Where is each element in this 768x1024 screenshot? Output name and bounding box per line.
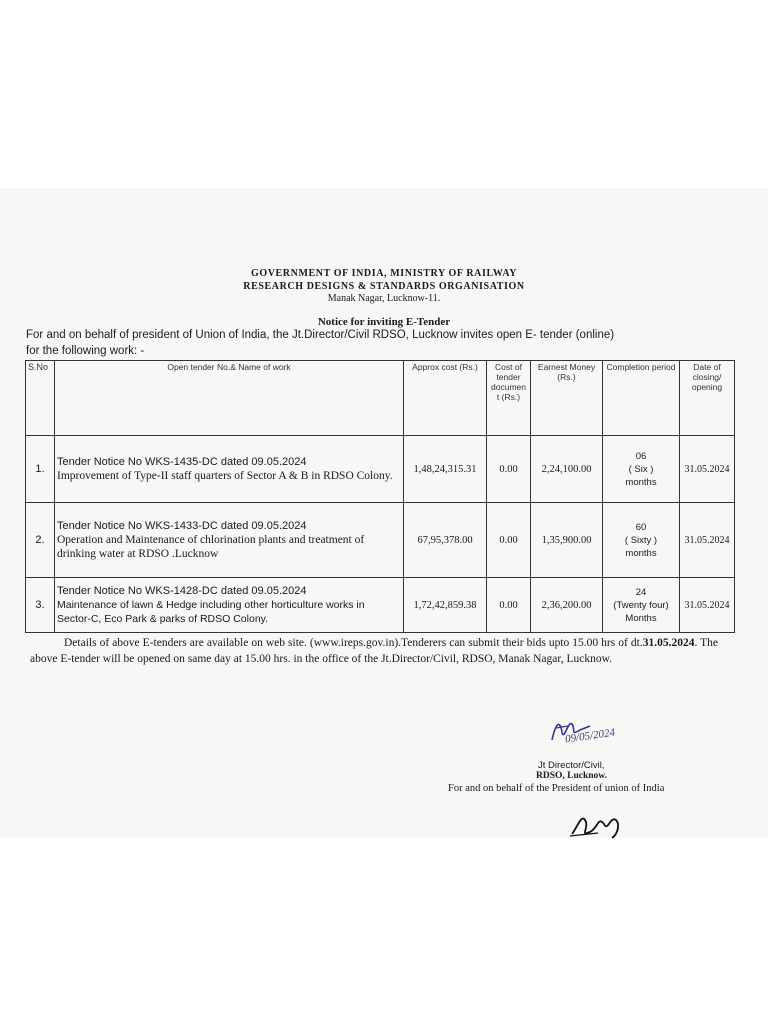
header-address: Manak Nagar, Lucknow-11.	[327, 293, 441, 304]
row-period-number: 06	[635, 450, 647, 462]
row-date: 31.05.2024	[680, 503, 735, 578]
col-header-period: Completion period	[603, 361, 680, 436]
col-header-emd: Earnest Money (Rs.)	[531, 361, 603, 436]
signatory-on-behalf: For and on behalf of the President of union of India	[448, 783, 665, 794]
table-row	[26, 436, 735, 503]
signatory-office: RDSO, Lucknow.	[536, 771, 608, 781]
row-work-name: Improvement of Type-II staff quarters of Sector A & B in RDSO Colony.	[57, 470, 393, 482]
row-tender-no: Tender Notice No WKS-1435-DC dated 09.05.2024	[57, 456, 307, 468]
row-date: 31.05.2024	[680, 436, 735, 503]
signatory-designation: Jt Director/Civil,	[538, 760, 605, 771]
row-sno: 3.	[26, 578, 55, 633]
table-row	[26, 578, 735, 633]
notice-title: Notice for inviting E-Tender	[317, 316, 451, 328]
row-emd: 2,24,100.00	[531, 436, 603, 503]
details-text: Details of above E-tenders are available on web site. (www.ireps.gov.in).Tenderers can submit their bids upto 15.00 hrs of dt.	[64, 637, 643, 649]
row-doc-cost: 0.00	[487, 578, 531, 633]
closing-date: 31.05.2024	[642, 637, 695, 649]
header-organisation: RESEARCH DESIGNS & STANDARDS ORGANISATION	[243, 281, 525, 292]
row-sno: 1.	[26, 436, 55, 503]
row-emd: 2,36,200.00	[531, 578, 603, 633]
table-header-row	[26, 361, 735, 436]
header-ministry: GOVERNMENT OF INDIA, MINISTRY OF RAILWAY	[250, 268, 518, 279]
col-header-date: Date of closing/ opening	[680, 361, 735, 436]
row-date: 31.05.2024	[680, 578, 735, 633]
row-doc-cost: 0.00	[487, 503, 531, 578]
row-cost: 1,72,42,859.38	[404, 578, 487, 633]
row-tender-no: Tender Notice No WKS-1428-DC dated 09.05.2024	[57, 585, 307, 597]
col-header-doc-cost: Cost of tender documen t (Rs.)	[487, 361, 531, 436]
col-header-cost: Approx cost (Rs.)	[404, 361, 487, 436]
col-header-work: Open tender No.& Name of work	[55, 361, 404, 436]
intro-text: For and on behalf of president of Union of India, the Jt.Director/Civil RDSO, Lucknow invites open E- tender (online)	[26, 329, 615, 341]
row-work	[55, 503, 404, 578]
row-tender-no: Tender Notice No WKS-1433-DC dated 09.05.2024	[57, 520, 307, 532]
col-header-sno: S.No	[26, 361, 55, 436]
handwritten-date: 09/05/2024	[564, 726, 616, 746]
row-period-words: ( Six )	[628, 463, 654, 475]
row-period	[603, 436, 680, 503]
intro-text-continued: for the following work: -	[26, 345, 145, 357]
row-period-words: ( Sixty )	[624, 534, 658, 546]
row-sno: 2.	[26, 503, 55, 578]
row-work-name: Operation and Maintenance of chlorination plants and treatment of drinking water at RDSO .Lucknow	[57, 534, 365, 560]
details-text-continued: . The above E-tender will be opened on same day at 15.00 hrs. in the office of the Jt.Director/Civil, RDSO, Manak Nagar, Lucknow.	[30, 637, 719, 665]
details-paragraph	[30, 636, 718, 667]
row-work-name: Maintenance of lawn & Hedge including other horticulture works in Sector-C, Eco Park & parks of RDSO Colony.	[57, 599, 365, 625]
table-row	[26, 503, 735, 578]
row-cost: 67,95,378.00	[404, 503, 487, 578]
row-work	[55, 436, 404, 503]
row-period-number: 60	[635, 521, 647, 533]
row-period-words: (Twenty four)	[613, 599, 669, 611]
row-period	[603, 578, 680, 633]
row-doc-cost: 0.00	[487, 436, 531, 503]
row-period-unit: Months	[625, 612, 657, 624]
second-signature	[568, 806, 628, 842]
row-period-unit: months	[625, 547, 657, 559]
row-period	[603, 503, 680, 578]
row-cost: 1,48,24,315.31	[404, 436, 487, 503]
row-period-number: 24	[635, 586, 647, 598]
tender-table	[25, 360, 735, 633]
row-period-unit: months	[625, 476, 657, 488]
row-work	[55, 578, 404, 633]
row-emd: 1,35,900.00	[531, 503, 603, 578]
